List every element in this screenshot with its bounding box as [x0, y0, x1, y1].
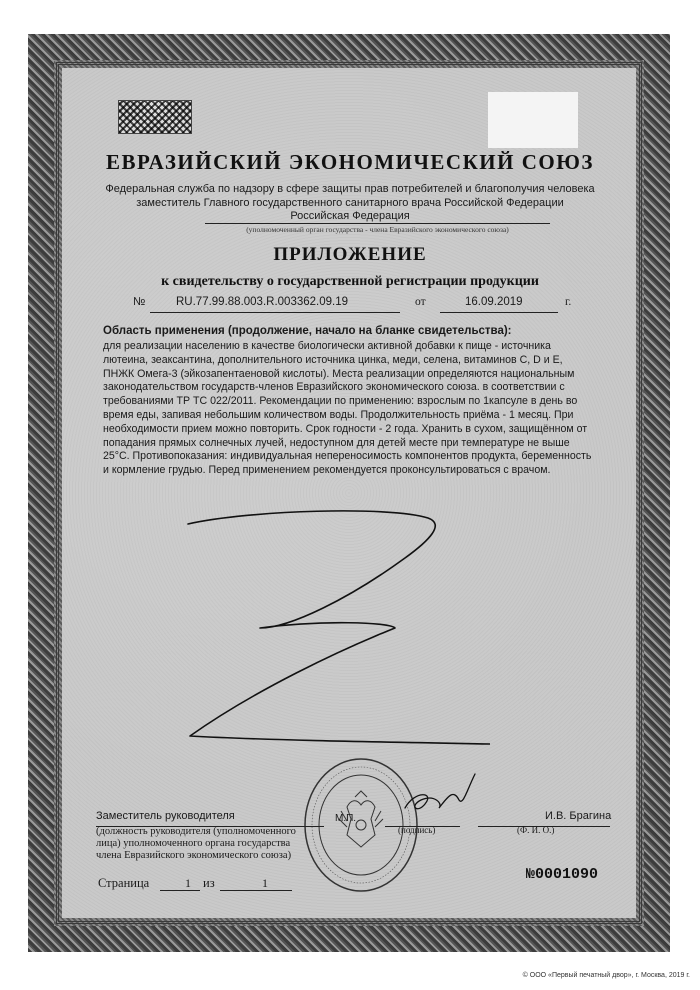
printer-credit: © ООО «Первый печатный двор», г. Москва, 2019 г. — [522, 972, 690, 979]
year-suffix: г. — [565, 296, 572, 308]
signer-role: Заместитель руководителя — [96, 810, 235, 822]
union-title: ЕВРАЗИЙСКИЙ ЭКОНОМИЧЕСКИЙ СОЮЗ — [106, 150, 594, 174]
scope-text — [103, 340, 623, 478]
signature-scribble — [395, 770, 480, 820]
scope-line: ПНЖК Омега-3 (эйкозапентаеновой кислоты). Места реализации определяются национальным — [103, 367, 575, 380]
scope-line: законодательством государств-членов Евразийского экономического союза. в соответствии с — [103, 381, 565, 394]
authority-line-3: Российская Федерация — [290, 210, 410, 222]
authority-underline — [205, 223, 550, 224]
role-note-line: лица) уполномоченного органа государства — [96, 838, 291, 849]
from-label: от — [415, 296, 426, 308]
scope-heading: Область применения (продолжение, начало на бланке свидетельства): — [103, 325, 512, 337]
appendix-subtitle: к свидетельству о государственной регистрации продукции — [161, 274, 539, 289]
signer-name: И.В. Брагина — [545, 810, 612, 822]
authority-line-1: Федеральная служба по надзору в сфере защиты прав потребителей и благополучия человека — [105, 183, 595, 195]
scope-line: 25°С. Противопоказания: индивидуальная непереносимость компонентов продукта, беременность — [103, 450, 592, 463]
number-underline — [150, 312, 400, 313]
stamp-place-label: М.П. — [335, 813, 357, 824]
scope-line: попадания прямых солнечных лучей, недоступном для детей месте при температуре не выше — [103, 436, 570, 449]
page-total-underline — [220, 890, 292, 891]
blank-space-z-mark — [160, 500, 490, 750]
scope-line: и кормление грудью. Перед применением рекомендуется проконсультироваться с врачом. — [103, 464, 551, 477]
scope-line: время еды, запивая небольшим количеством воды. Продолжительность приёма - 1 месяц. При — [103, 408, 574, 421]
page-current-underline — [160, 890, 200, 891]
number-label: № — [133, 296, 146, 308]
role-note-line: члена Евразийского экономического союза) — [96, 850, 292, 861]
role-note-line: (должность руководителя (уполномоченного — [96, 826, 296, 837]
serial-number: №0001090 — [526, 866, 599, 883]
page-of-label: из — [203, 876, 215, 890]
registration-number: RU.77.99.88.003.R.003362.09.19 — [176, 296, 348, 308]
blank-corner-patch — [488, 92, 578, 148]
appendix-title: ПРИЛОЖЕНИЕ — [273, 244, 427, 265]
scope-line: лютеина, зеаксантина, дополнительного источника цинка, меди, селена, витаминов С, D и Е, — [103, 353, 563, 366]
security-pattern-box — [118, 100, 192, 134]
page-current: 1 — [185, 876, 191, 890]
scope-line: необходимости прием можно повторить. Срок годности - 2 года. Хранить в сухом, защищённом от — [103, 422, 588, 435]
registration-date: 16.09.2019 — [465, 296, 523, 308]
fio-label: (Ф. И. О.) — [517, 825, 555, 835]
signature-label: (подпись) — [398, 825, 436, 835]
authority-line-2: заместитель Главного государственного санитарного врача Российской Федерации — [136, 196, 564, 209]
page-label: Страница — [98, 876, 150, 890]
authority-block — [90, 183, 610, 224]
page-total: 1 — [262, 876, 268, 890]
scope-line: требованиями ТР ТС 022/2011. Рекомендации по применению: взрослым по 1капсуле в день во — [103, 395, 578, 408]
scope-line: для реализации населению в качестве биологически активной добавки к пище - источника — [103, 340, 551, 352]
date-underline — [440, 312, 558, 313]
authority-note: (уполномоченный орган государства - члена Евразийского экономического союза) — [246, 225, 509, 234]
role-note — [96, 826, 346, 862]
